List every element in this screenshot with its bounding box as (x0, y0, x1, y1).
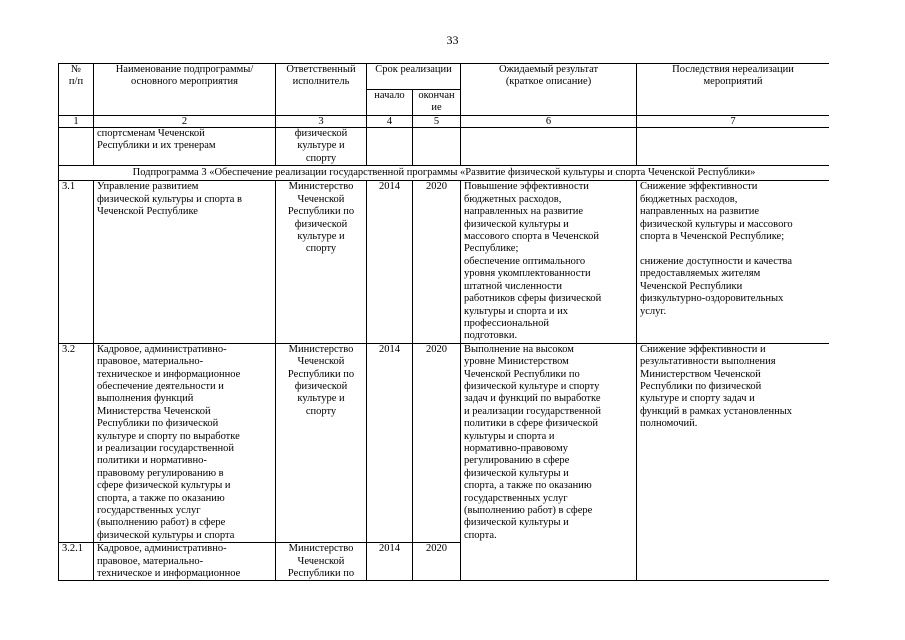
column-number: 5 (413, 115, 461, 127)
row-start: 2014 (367, 343, 413, 543)
row-responsible: Министерство Чеченской Республики по физической культуре и спорту (276, 181, 367, 343)
row-start: 2014 (367, 181, 413, 343)
continuation-responsible: физической культуре и спорту (276, 127, 367, 165)
column-number: 4 (367, 115, 413, 127)
row-num: 3.2.1 (59, 543, 94, 581)
column-number: 2 (94, 115, 276, 127)
row-name: Кадровое, административно- правовое, материально- техническое и информационное (94, 543, 276, 581)
header-num: № п/п (59, 64, 94, 116)
table-row (59, 181, 830, 343)
continuation-row (59, 127, 830, 165)
row-responsible: Министерство Чеченской Республики по (276, 543, 367, 581)
header-end: окончан ие (413, 90, 461, 116)
subprogram-row (59, 166, 830, 181)
row-num: 3.2 (59, 343, 94, 543)
header-consequences: Последствия нереализации мероприятий (637, 64, 829, 116)
row-name: Кадровое, административно- правовое, материально- техническое и информационное обеспечение деятельности и выполнения функций Министерства Чеченской Республики по физической культуре и спорту по выработке и реализации государственной политики и нормативно- правовому регулированию в сфере физической культуры и спорта, а также по оказанию государственных услуг (выполнению работ) в сфере физической культуры и спорта (94, 343, 276, 543)
row-name: Управление развитием физической культуры и спорта в Чеченской Республике (94, 181, 276, 343)
continuation-end (413, 127, 461, 165)
continuation-expected (461, 127, 637, 165)
continuation-consequences (637, 127, 829, 165)
row-consequences: Снижение эффективности и результативности выполнения Министерством Чеченской Республики по физической культуре и спорту задач и функций в рамках установленных полномочий. (637, 343, 829, 581)
column-number: 6 (461, 115, 637, 127)
header-expected: Ожидаемый результат (краткое описание) (461, 64, 637, 116)
continuation-num (59, 127, 94, 165)
table-container (58, 63, 829, 583)
row-expected: Повышение эффективности бюджетных расходов, направленных на развитие физической культуры и массового спорта в Чеченской Республике; обеспечение оптимального уровня укомплектованности штатной численности работников сферы физической культуры и спорта и их профессиональной подготовки. (461, 181, 637, 343)
row-end: 2020 (413, 181, 461, 343)
header-start: начало (367, 90, 413, 116)
header-name: Наименование подпрограммы/ основного мероприятия (94, 64, 276, 116)
activities-table (58, 63, 829, 581)
page-number: 33 (446, 33, 459, 47)
continuation-start (367, 127, 413, 165)
row-responsible: Министерство Чеченской Республики по физической культуре и спорту (276, 343, 367, 543)
subprogram-title: Подпрограмма 3 «Обеспечение реализации государственной программы «Развитие физической культуры и спорта Чеченской Республики» (59, 166, 830, 181)
row-num: 3.1 (59, 181, 94, 343)
row-consequences: Снижение эффективности бюджетных расходов, направленных на развитие физической культуры и массового спорта в Чеченской Республике; снижение доступности и качества предоставляемых жителям Чеченской Республики физкультурно-оздоровительных услуг. (637, 181, 829, 343)
header-period: Срок реализации (367, 64, 461, 90)
column-number: 7 (637, 115, 829, 127)
continuation-name: спортсменам Чеченской Республики и их тренерам (94, 127, 276, 165)
column-number: 1 (59, 115, 94, 127)
header-responsible: Ответственный исполнитель (276, 64, 367, 116)
row-start: 2014 (367, 543, 413, 581)
row-end: 2020 (413, 543, 461, 581)
column-number-row (59, 115, 830, 127)
table-row (59, 343, 830, 543)
row-end: 2020 (413, 343, 461, 543)
column-number: 3 (276, 115, 367, 127)
row-expected: Выполнение на высоком уровне Министерством Чеченской Республики по физической культуре и спорту задач и функций по выработке и реализации государственной политики в сфере физической культуры и спорта и нормативно-правовому регулированию в сфере физической культуры и спорта, а также по оказанию государственных услуг (выполнению работ) в сфере физической культуры и спорта. (461, 343, 637, 581)
